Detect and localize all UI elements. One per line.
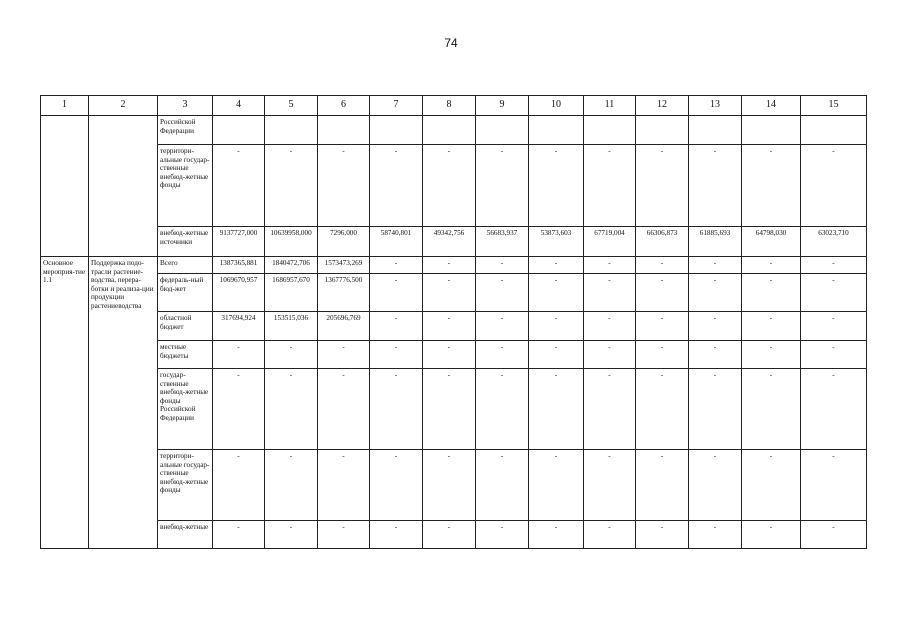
value-cell: - — [423, 257, 476, 274]
value-cell: - — [689, 312, 742, 341]
value-cell: 66306,873 — [636, 227, 689, 257]
value-cell: - — [423, 341, 476, 369]
value-cell: - — [529, 341, 584, 369]
source-cell: внебюд-жетные источники — [158, 227, 213, 257]
value-cell: - — [423, 369, 476, 450]
value-cell: - — [584, 521, 636, 549]
header-cell: 9 — [476, 96, 529, 116]
value-cell: - — [476, 521, 529, 549]
value-cell: - — [584, 450, 636, 521]
value-cell: - — [636, 257, 689, 274]
value-cell: - — [529, 312, 584, 341]
value-cell: - — [801, 274, 867, 312]
value-cell: - — [423, 145, 476, 227]
value-cell: 1686957,670 — [265, 274, 318, 312]
table-row — [41, 116, 867, 145]
value-cell: - — [636, 145, 689, 227]
value-cell: - — [370, 274, 423, 312]
value-cell: - — [636, 369, 689, 450]
value-cell: - — [370, 521, 423, 549]
header-cell: 7 — [370, 96, 423, 116]
value-cell: - — [370, 369, 423, 450]
value-cell: - — [801, 450, 867, 521]
event-name-cell: Поддержка подо-трасли растение-водства, перера-ботки и реализа-ции продукции растениеводства — [89, 257, 158, 549]
value-cell — [423, 116, 476, 145]
value-cell: - — [584, 312, 636, 341]
table-body — [41, 96, 867, 549]
source-cell: территори-альные государ-ственные внебюд-жетные фонды — [158, 145, 213, 227]
value-cell: 153515,036 — [265, 312, 318, 341]
value-cell: 64798,030 — [742, 227, 801, 257]
value-cell: - — [584, 257, 636, 274]
table-row — [41, 227, 867, 257]
value-cell — [318, 116, 370, 145]
value-cell: - — [689, 341, 742, 369]
value-cell: - — [213, 450, 265, 521]
header-row — [41, 96, 867, 116]
empty-cell — [41, 116, 89, 257]
value-cell — [476, 116, 529, 145]
value-cell: 61885,693 — [689, 227, 742, 257]
value-cell: 10639958,000 — [265, 227, 318, 257]
header-cell: 5 — [265, 96, 318, 116]
table-row — [41, 145, 867, 227]
table-row — [41, 521, 867, 549]
value-cell: 63023,710 — [801, 227, 867, 257]
value-cell: - — [476, 274, 529, 312]
value-cell: - — [689, 369, 742, 450]
source-cell: территори-альные государ-ственные внебюд-жетные фонды — [158, 450, 213, 521]
value-cell: 9137727,000 — [213, 227, 265, 257]
header-cell: 15 — [801, 96, 867, 116]
value-cell: - — [529, 257, 584, 274]
value-cell: - — [742, 341, 801, 369]
value-cell — [636, 116, 689, 145]
header-cell: 14 — [742, 96, 801, 116]
header-cell: 12 — [636, 96, 689, 116]
value-cell: - — [689, 521, 742, 549]
value-cell: - — [370, 145, 423, 227]
value-cell: - — [689, 450, 742, 521]
source-cell: Всего — [158, 257, 213, 274]
value-cell: - — [584, 369, 636, 450]
header-cell: 10 — [529, 96, 584, 116]
value-cell: - — [318, 369, 370, 450]
value-cell: - — [423, 274, 476, 312]
value-cell — [370, 116, 423, 145]
value-cell: - — [370, 450, 423, 521]
funding-table — [40, 95, 867, 549]
value-cell: - — [801, 521, 867, 549]
value-cell: - — [742, 450, 801, 521]
value-cell: - — [742, 145, 801, 227]
value-cell: - — [529, 450, 584, 521]
value-cell: - — [636, 312, 689, 341]
value-cell: - — [742, 521, 801, 549]
value-cell: - — [318, 521, 370, 549]
header-cell: 11 — [584, 96, 636, 116]
value-cell: - — [529, 145, 584, 227]
value-cell: - — [636, 521, 689, 549]
value-cell: 1573473,269 — [318, 257, 370, 274]
value-cell — [689, 116, 742, 145]
value-cell: 58740,801 — [370, 227, 423, 257]
header-cell: 1 — [41, 96, 89, 116]
value-cell: - — [370, 312, 423, 341]
source-cell: государ-ственные внебюд-жетные фонды Российской Федерации — [158, 369, 213, 450]
value-cell: - — [265, 521, 318, 549]
value-cell: - — [742, 274, 801, 312]
value-cell: - — [689, 257, 742, 274]
value-cell: 67719,004 — [584, 227, 636, 257]
value-cell: - — [476, 257, 529, 274]
value-cell: - — [529, 521, 584, 549]
table-row — [41, 257, 867, 274]
value-cell: - — [476, 369, 529, 450]
value-cell: - — [318, 341, 370, 369]
source-cell: федераль-ный бюд-жет — [158, 274, 213, 312]
header-cell: 4 — [213, 96, 265, 116]
value-cell: - — [689, 145, 742, 227]
value-cell: - — [423, 312, 476, 341]
value-cell: - — [584, 274, 636, 312]
page-number: 74 — [444, 36, 458, 50]
value-cell: - — [370, 257, 423, 274]
table-row — [41, 450, 867, 521]
value-cell: - — [742, 257, 801, 274]
value-cell: - — [423, 450, 476, 521]
value-cell: - — [423, 521, 476, 549]
value-cell: - — [476, 450, 529, 521]
header-cell: 6 — [318, 96, 370, 116]
source-cell: местные бюджеты — [158, 341, 213, 369]
header-cell: 13 — [689, 96, 742, 116]
value-cell: - — [370, 341, 423, 369]
value-cell: 1840472,706 — [265, 257, 318, 274]
value-cell: 53873,603 — [529, 227, 584, 257]
value-cell: 205696,769 — [318, 312, 370, 341]
value-cell: - — [801, 312, 867, 341]
value-cell: - — [476, 341, 529, 369]
header-cell: 3 — [158, 96, 213, 116]
value-cell: - — [318, 450, 370, 521]
event-code-cell: Основное мероприя-тие 1.1 — [41, 257, 89, 549]
value-cell: 56683,937 — [476, 227, 529, 257]
value-cell — [213, 116, 265, 145]
table-row — [41, 341, 867, 369]
header-cell: 2 — [89, 96, 158, 116]
value-cell: - — [742, 312, 801, 341]
value-cell: - — [636, 450, 689, 521]
value-cell — [265, 116, 318, 145]
value-cell: - — [213, 145, 265, 227]
value-cell: - — [801, 341, 867, 369]
source-cell: областной бюджет — [158, 312, 213, 341]
value-cell: - — [265, 341, 318, 369]
value-cell: - — [529, 369, 584, 450]
value-cell: 1387365,881 — [213, 257, 265, 274]
table-row — [41, 369, 867, 450]
value-cell: - — [742, 369, 801, 450]
value-cell: - — [801, 145, 867, 227]
value-cell: - — [265, 145, 318, 227]
table-row — [41, 274, 867, 312]
value-cell: - — [636, 274, 689, 312]
value-cell: - — [476, 145, 529, 227]
value-cell: - — [636, 341, 689, 369]
table-row — [41, 312, 867, 341]
value-cell: - — [801, 257, 867, 274]
value-cell: - — [213, 369, 265, 450]
value-cell: - — [213, 521, 265, 549]
value-cell: - — [584, 341, 636, 369]
value-cell: - — [265, 450, 318, 521]
value-cell: - — [529, 274, 584, 312]
source-cell: внебюд-жетные — [158, 521, 213, 549]
empty-cell — [89, 116, 158, 257]
value-cell: - — [801, 369, 867, 450]
value-cell — [801, 116, 867, 145]
value-cell: - — [213, 341, 265, 369]
value-cell — [742, 116, 801, 145]
value-cell: - — [689, 274, 742, 312]
value-cell: - — [265, 369, 318, 450]
value-cell: 1367776,500 — [318, 274, 370, 312]
value-cell — [584, 116, 636, 145]
value-cell: - — [476, 312, 529, 341]
value-cell: 7296,000 — [318, 227, 370, 257]
value-cell — [529, 116, 584, 145]
value-cell: 1069670,957 — [213, 274, 265, 312]
value-cell: 317694,924 — [213, 312, 265, 341]
value-cell: - — [584, 145, 636, 227]
source-cell: Российской Федерации — [158, 116, 213, 145]
value-cell: 49342,756 — [423, 227, 476, 257]
value-cell: - — [318, 145, 370, 227]
header-cell: 8 — [423, 96, 476, 116]
